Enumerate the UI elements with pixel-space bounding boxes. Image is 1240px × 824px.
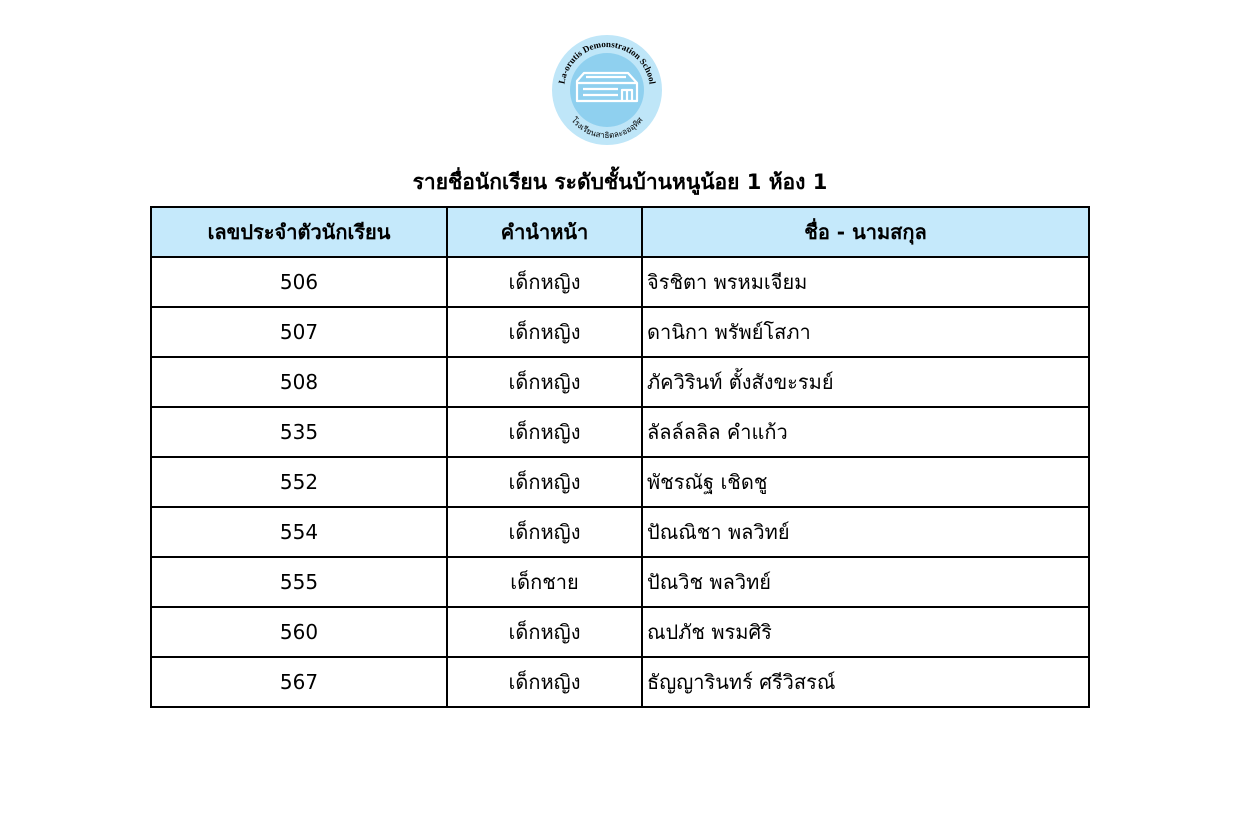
cell-prefix: เด็กหญิง bbox=[447, 507, 642, 557]
header-prefix: คำนำหน้า bbox=[447, 207, 642, 257]
cell-student-id: 555 bbox=[151, 557, 447, 607]
cell-full-name: ดานิกา พรัพย์โสภา bbox=[642, 307, 1089, 357]
cell-full-name: ปัณณิชา พลวิทย์ bbox=[642, 507, 1089, 557]
cell-student-id: 508 bbox=[151, 357, 447, 407]
logo-text-top: La-orutis Demonstration School bbox=[556, 38, 658, 85]
cell-prefix: เด็กหญิง bbox=[447, 407, 642, 457]
cell-full-name: ลัลล์ลลิล คำแก้ว bbox=[642, 407, 1089, 457]
cell-prefix: เด็กหญิง bbox=[447, 257, 642, 307]
cell-student-id: 507 bbox=[151, 307, 447, 357]
cell-full-name: ณปภัช พรมศิริ bbox=[642, 607, 1089, 657]
student-roster-table bbox=[150, 206, 1090, 708]
table-row bbox=[151, 507, 1089, 557]
cell-student-id: 567 bbox=[151, 657, 447, 707]
table-row bbox=[151, 657, 1089, 707]
table-row bbox=[151, 457, 1089, 507]
cell-student-id: 552 bbox=[151, 457, 447, 507]
table-header-row bbox=[151, 207, 1089, 257]
table-row bbox=[151, 407, 1089, 457]
cell-student-id: 535 bbox=[151, 407, 447, 457]
table-row bbox=[151, 557, 1089, 607]
cell-student-id: 554 bbox=[151, 507, 447, 557]
table-row bbox=[151, 607, 1089, 657]
cell-full-name: พัชรณัฐ เชิดชู bbox=[642, 457, 1089, 507]
cell-full-name: ภัควิรินท์ ตั้งสังขะรมย์ bbox=[642, 357, 1089, 407]
cell-student-id: 506 bbox=[151, 257, 447, 307]
logo-text-bottom: โรงเรียนสาธิตละอออุทิศ bbox=[569, 115, 645, 141]
cell-prefix: เด็กชาย bbox=[447, 557, 642, 607]
cell-full-name: ปัณวิช พลวิทย์ bbox=[642, 557, 1089, 607]
header-student-id: เลขประจำตัวนักเรียน bbox=[151, 207, 447, 257]
school-logo bbox=[550, 33, 664, 147]
header-full-name: ชื่อ - นามสกุล bbox=[642, 207, 1089, 257]
cell-prefix: เด็กหญิง bbox=[447, 357, 642, 407]
cell-prefix: เด็กหญิง bbox=[447, 607, 642, 657]
page-title: รายชื่อนักเรียน ระดับชั้นบ้านหนูน้อย 1 ห้อง 1 bbox=[412, 170, 828, 194]
cell-full-name: จิรชิตา พรหมเจียม bbox=[642, 257, 1089, 307]
cell-prefix: เด็กหญิง bbox=[447, 457, 642, 507]
cell-prefix: เด็กหญิง bbox=[447, 307, 642, 357]
cell-student-id: 560 bbox=[151, 607, 447, 657]
cell-full-name: ธัญญารินทร์ ศรีวิสรณ์ bbox=[642, 657, 1089, 707]
cell-prefix: เด็กหญิง bbox=[447, 657, 642, 707]
table-row bbox=[151, 307, 1089, 357]
table-row bbox=[151, 257, 1089, 307]
table-row bbox=[151, 357, 1089, 407]
